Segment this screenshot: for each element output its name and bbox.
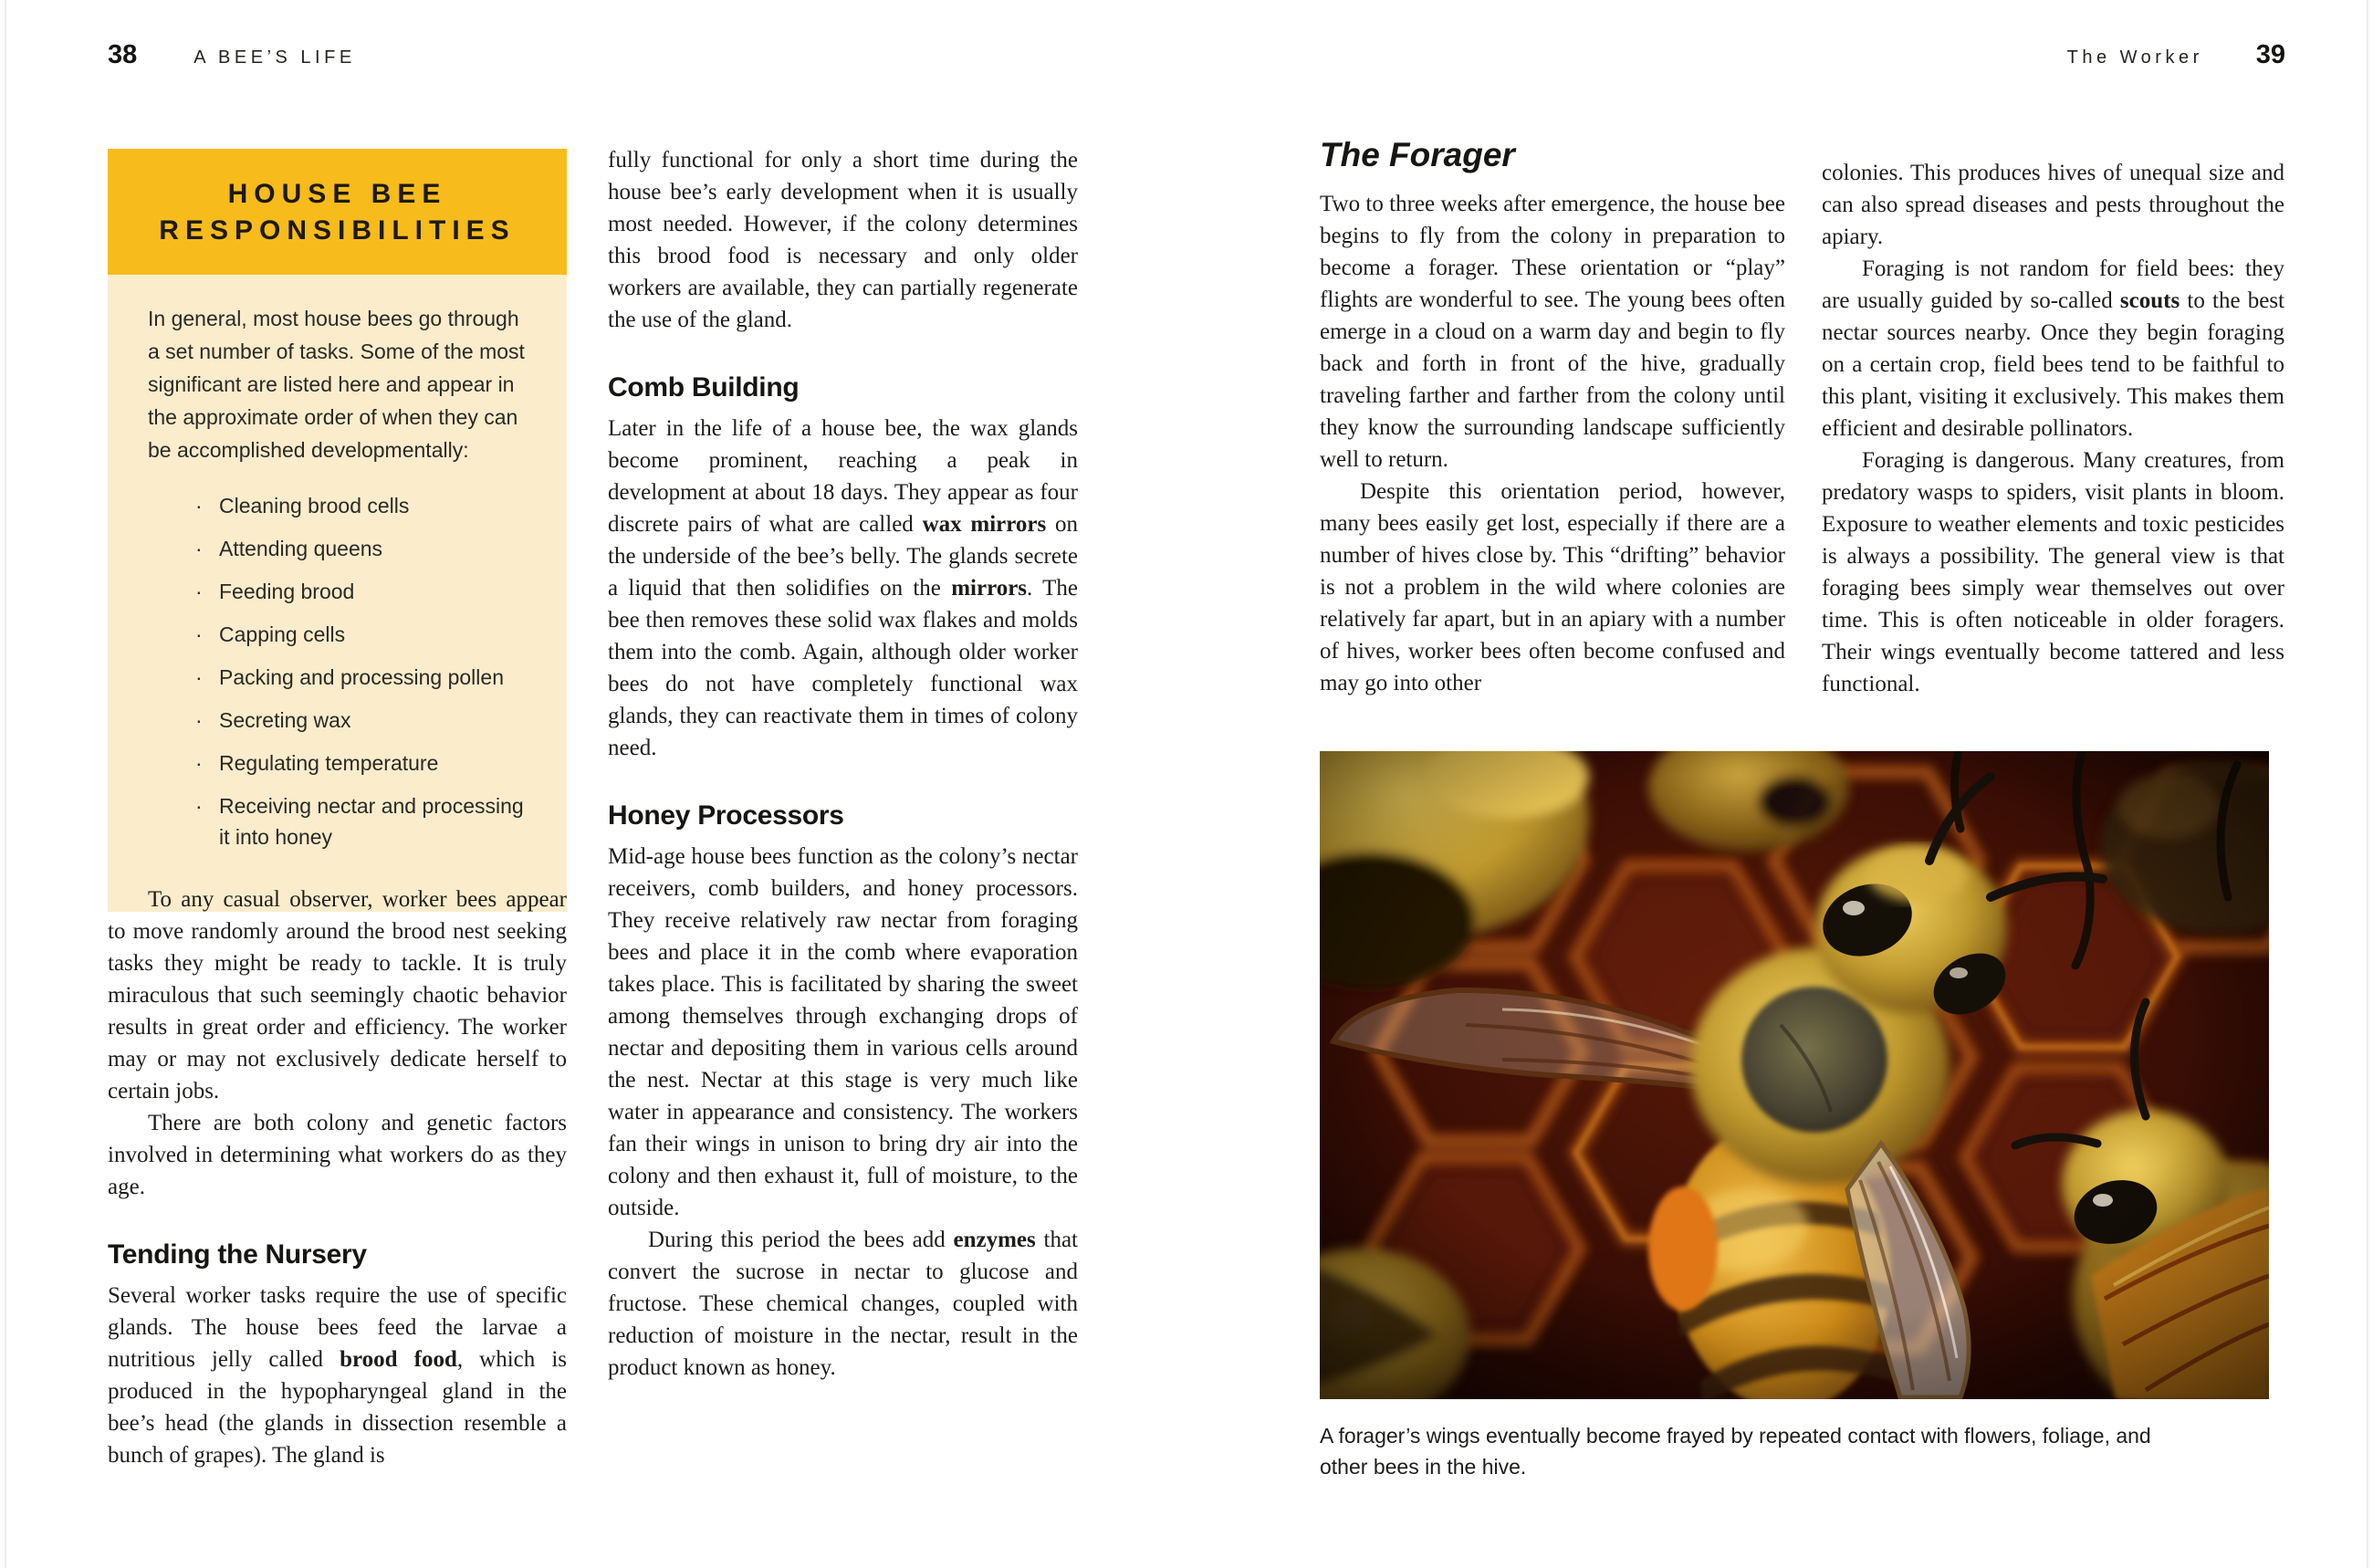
paragraph: Foraging is dangerous. Many creatures, from predatory wasps to spiders, visit plants in bloom. Exposure to weather elements and toxic pesticides is always a possibility. The general view is that foraging bees simply wear themselves out over time. This is often noticeable in older foragers. Their wings eventually become tattered and less functional. [1822, 448, 2284, 696]
paragraph: Mid-age house bees function as the colony’s nectar receivers, comb builders, and honey processors. They receive relatively raw nectar from foraging bees and place it in the comb where evaporation takes place. This is facilitated by sharing the sweet among themselves through exchanging drops of nectar and depositing them in various cells around the nest. Nectar at this stage is very much like water in appearance and consistency. The workers fan their wings in unison to bring dry air into the colony and then exhaust it, full of moisture, to the outside. [608, 844, 1078, 1220]
bullet-icon: · [195, 537, 203, 560]
section-heading-tending-nursery: Tending the Nursery [108, 1239, 367, 1270]
running-head-left-title: A BEE’S LIFE [193, 47, 356, 68]
list-item [195, 705, 530, 736]
list-item [195, 619, 530, 650]
running-head-right-title: The Worker [2066, 47, 2203, 68]
section-heading-comb-building: Comb Building [608, 372, 800, 402]
running-head-left [108, 40, 356, 70]
paragraph-text: . The bee then removes these solid wax flakes and molds them into the comb. Again, although older worker bees do not have completely functional wax glands, they can reactivate them in times of colony need. [608, 576, 1079, 760]
section-heading-honey-processors: Honey Processors [608, 800, 844, 831]
bullet-icon: · [195, 708, 203, 732]
paragraph-text: , which is produced in the hypopharyngeal gland in the bee’s head (the glands in dissection resemble a bunch of grapes). The gland is [108, 1347, 568, 1468]
list-item-label: Attending queens [219, 537, 383, 560]
sidebar-bullet-list [148, 490, 530, 852]
list-item-label: Receiving nectar and processing it into honey [219, 794, 524, 849]
column-left-1 [108, 883, 567, 1471]
sidebar-box-title-line2: RESPONSIBILITIES [159, 215, 516, 246]
sidebar-box [108, 149, 567, 912]
bullet-icon: · [195, 794, 203, 818]
column-right-2 [1822, 157, 2284, 700]
sidebar-box-title-line1: HOUSE BEE [227, 179, 447, 209]
list-item-label: Capping cells [219, 622, 346, 646]
page-number-right: 39 [2255, 40, 2285, 69]
list-item [195, 747, 530, 779]
column-left-2 [608, 144, 1078, 1384]
bold-term: brood food [340, 1347, 457, 1372]
paragraph-text: During this period the bees add [648, 1228, 954, 1252]
list-item [195, 790, 530, 852]
paragraph: colonies. This produces hives of unequal size and can also spread diseases and pests throughout the apiary. [1822, 161, 2284, 249]
list-item-label: Packing and processing pollen [219, 665, 504, 689]
paragraph [1822, 253, 2284, 444]
forager-photo [1320, 751, 2269, 1399]
paragraph-text: on the underside of the bee’s belly. The glands secrete a liquid that then solidifies on the [608, 512, 1079, 601]
bullet-icon: · [195, 580, 203, 603]
list-item [195, 576, 530, 607]
sidebar-intro: In general, most house bees go through a set number of tasks. Some of the most significant are listed here and appear in the approximate order of when they can be accomplished developmentally: [148, 307, 525, 462]
paragraph [608, 1224, 1078, 1384]
sidebar-box-body [108, 275, 567, 912]
list-item [195, 533, 530, 564]
paragraph: Two to three weeks after emergence, the house bee begins to fly from the colony in preparation to become a forager. These orientation or “play” flights are wonderful to see. The young bees often emerge in a cloud on a warm day and begin to fly back and forth in front of the hive, gradually traveling farther and farther from the colony until they know the surrounding landscape sufficiently well to return. [1320, 192, 1785, 472]
bullet-icon: · [195, 494, 203, 517]
photo-caption [1320, 1420, 2155, 1482]
bullet-icon: · [195, 751, 203, 775]
bold-term: enzymes [953, 1228, 1036, 1252]
bold-term: scouts [2119, 288, 2180, 313]
paragraph: Despite this orientation period, however, many bees easily get lost, especially if there are a number of hives close by. This “drifting” behavior is not a problem in the wild where colonies are relatively far apart, but in an apiary with a number of hives, worker bees often become confused and may go into other [1320, 479, 1785, 695]
paragraph: fully functional for only a short time during the house bee’s early development when it is usually most needed. However, if the colony determines this brood food is necessary and only older workers are available, they can partially regenerate the use of the gland. [608, 148, 1078, 332]
list-item-label: Regulating temperature [219, 751, 439, 775]
paragraph [108, 1280, 567, 1471]
paragraph-text: Later in the life of a house bee, the wax glands become prominent, reaching a peak in development at about 18 days. They appear as four discrete pairs of what are called [608, 416, 1078, 537]
bullet-icon: · [195, 622, 203, 646]
paragraph: To any casual observer, worker bees appear to move randomly around the brood nest seeking tasks they might be ready to tackle. It is truly miraculous that such seemingly chaotic behavior results in great order and efficiency. The worker may or may not exclusively dedicate herself to certain jobs. [108, 887, 567, 1103]
list-item-label: Cleaning brood cells [219, 494, 410, 517]
bold-term: mirrors [951, 576, 1028, 601]
page-edge-right [2367, 0, 2368, 1568]
sidebar-box-title [108, 149, 567, 275]
bullet-icon: · [195, 665, 203, 689]
running-head-right [2067, 40, 2285, 70]
list-item [195, 662, 530, 693]
bold-term: wax mirrors [922, 512, 1047, 537]
photo-caption-text: A forager’s wings eventually become frayed by repeated contact with flowers, foliage, and other bees in the hive. [1320, 1424, 2151, 1479]
paragraph-text: Several worker tasks require the use of specific glands. The house bees feed the larvae a nutritious jelly called [108, 1283, 567, 1372]
page-edge-left [5, 0, 6, 1568]
paragraph-text: to the best nectar sources nearby. Once they begin foraging on a certain crop, field bees tend to be faithful to this plant, visiting it exclusively. This makes them efficient and desirable pollinators. [1822, 288, 2284, 441]
column-right-1 [1320, 137, 1785, 699]
section-heading-the-forager: The Forager [1320, 136, 1515, 173]
paragraph: There are both colony and genetic factors involved in determining what workers do as they age. [108, 1111, 567, 1199]
paragraph-text: Foraging is not random for field bees: they are usually guided by so-called [1822, 256, 2284, 313]
list-item-label: Feeding brood [219, 580, 355, 603]
page-number-left: 38 [108, 40, 138, 69]
list-item [195, 490, 530, 521]
paragraph [608, 413, 1078, 764]
paragraph-text: that convert the sucrose in nectar to glucose and fructose. These chemical changes, coupled with reduction of moisture in the nectar, result in the product known as honey. [608, 1228, 1078, 1380]
list-item-label: Secreting wax [219, 708, 351, 732]
